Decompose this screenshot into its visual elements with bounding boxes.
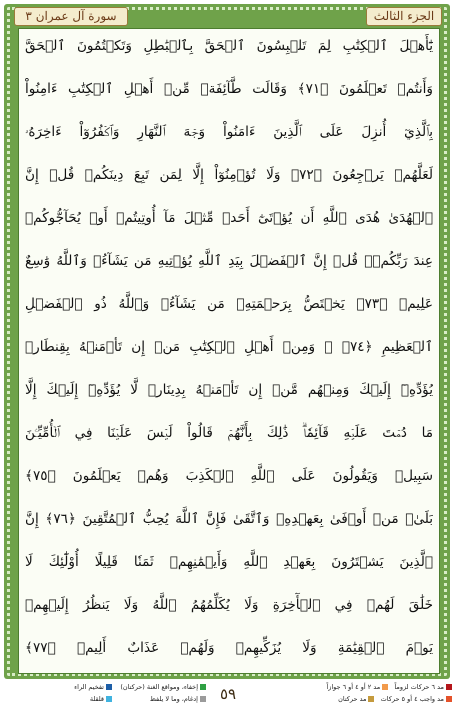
color-swatch [200, 684, 206, 690]
page-header [14, 6, 442, 26]
surah-name-label: سورة آل عمران ٣ [14, 7, 128, 26]
color-swatch [200, 696, 206, 702]
juz-label: الجزء الثالث [366, 7, 442, 26]
legend-row [286, 682, 452, 694]
text-line-15: يَوۡمَ ٱلۡقِيَٰمَةِ وَلَا يُزَكِّيهِمۡ وَلَهُمۡ عَذَابٌ أَلِيمٞ ﴿٧٧﴾ [25, 640, 433, 656]
text-line-4: لَعَلَّهُمۡ يَرۡجِعُونَ ﴿٧٢﴾ وَلَا تُؤۡمِنُوٓاْ إِلَّا لِمَن تَبِعَ دِينَكُمۡ قُلۡ إِنَّ [25, 167, 433, 183]
tajweed-legend-ghunna [120, 682, 206, 706]
text-line-3: بِٱلَّذِيٓ أُنزِلَ عَلَى ٱلَّذِينَ ءَامَنُواْ وَجۡهَ ٱلنَّهَارِ وَٱكۡفُرُوٓاْ ءَاخِرَهُۥ [25, 124, 433, 140]
legend-row [4, 682, 112, 694]
text-line-6: عِندَ رَبِّكُمۡۗ قُلۡ إِنَّ ٱلۡفَضۡلَ بِيَدِ ٱللَّهِ يُؤۡتِيهِ مَن يَشَآءُۗ وَٱللَّهُ وَٰسِعٌ [25, 253, 433, 269]
text-line-13: ٱلَّذِينَ يَشۡتَرُونَ بِعَهۡدِ ٱللَّهِ وَأَيۡمَٰنِهِمۡ ثَمَنٗا قَلِيلًا أُوْلَٰٓئِكَ لَا [25, 554, 433, 570]
text-line-14: خَلَٰقَ لَهُمۡ فِي ٱلۡأٓخِرَةِ وَلَا يُكَلِّمُهُمُ ٱللَّهُ وَلَا يَنظُرُ إِلَيۡهِمۡ [25, 597, 433, 613]
legend-row [120, 682, 206, 694]
legend-label: مد ٦ حركات لزوماً [394, 683, 444, 691]
text-line-7: عَلِيمٞ ﴿٧٣﴾ يَخۡتَصُّ بِرَحۡمَتِهِۦ مَن يَشَآءُۗ وَٱللَّهُ ذُو ٱلۡفَضۡلِ [25, 296, 433, 312]
legend-label: قلقلة [89, 695, 104, 703]
page-number: ٥٩ [219, 685, 237, 703]
legend-label: إدغام، وما لا يلفظ [149, 695, 198, 703]
text-line-11: سَبِيلٞ وَيَقُولُونَ عَلَى ٱللَّهِ ٱلۡكَذِبَ وَهُمۡ يَعۡلَمُونَ ﴿٧٥﴾ [25, 468, 433, 484]
legend-row [120, 694, 206, 706]
tajweed-legend-articulation [4, 682, 112, 706]
text-line-5: ٱلۡهُدَىٰ هُدَى ٱللَّهِ أَن يُؤۡتَىٰٓ أَحَدٞ مِّثۡلَ مَآ أُوتِيتُمۡ أَوۡ يُحَآجُّوكُمۡ [25, 210, 433, 226]
color-swatch [446, 696, 452, 702]
tajweed-legend-madd [286, 682, 452, 706]
color-swatch [106, 684, 112, 690]
text-line-9: يُؤَدِّهِۦٓ إِلَيۡكَ وَمِنۡهُم مَّنۡ إِن تَأۡمَنۡهُ بِدِينَارٖ لَّا يُؤَدِّهِۦٓ إِلَيۡكَ إِلَّا [25, 382, 433, 398]
legend-row [286, 694, 452, 706]
text-line-8: ٱلۡعَظِيمِ ﴿٧٤﴾ ۞ وَمِنۡ أَهۡلِ ٱلۡكِتَٰبِ مَنۡ إِن تَأۡمَنۡهُ بِقِنطَارٖ [25, 339, 433, 355]
quran-text-area [18, 28, 440, 674]
legend-label: مد واجب ٤ أو ٥ حركات [380, 695, 444, 703]
color-swatch [446, 684, 452, 690]
legend-label: إخفاء، ومواقع الغنة (حركتان) [120, 683, 198, 691]
legend-row [4, 694, 112, 706]
legend-label: مد حركتان [338, 695, 367, 703]
legend-label: تفخيم الراء [74, 683, 104, 691]
text-line-10: مَا دُمۡتَ عَلَيۡهِ قَآئِمٗاۗ ذَٰلِكَ بِأَنَّهُمۡ قَالُواْ لَيۡسَ عَلَيۡنَا فِي ٱلۡأُمِّيِّـۧنَ [25, 425, 433, 441]
text-line-12: بَلَىٰۚ مَنۡ أَوۡفَىٰ بِعَهۡدِهِۦ وَٱتَّقَىٰ فَإِنَّ ٱللَّهَ يُحِبُّ ٱلۡمُتَّقِينَ ﴿٧٦﴾ إِنَّ [25, 511, 433, 527]
page-footer [0, 681, 456, 707]
text-line-2: وَأَنتُمۡ تَعۡلَمُونَ ﴿٧١﴾ وَقَالَت طَّآئِفَةٞ مِّنۡ أَهۡلِ ٱلۡكِتَٰبِ ءَامِنُواْ [25, 81, 433, 97]
color-swatch [106, 696, 112, 702]
text-line-1: يَٰٓأَهۡلَ ٱلۡكِتَٰبِ لِمَ تَلۡبِسُونَ ٱلۡحَقَّ بِٱلۡبَٰطِلِ وَتَكۡتُمُونَ ٱلۡحَقَّ [25, 38, 433, 54]
color-swatch [368, 696, 374, 702]
legend-label: مد ٢ أو ٤ أو ٦ جوازاً [326, 683, 381, 691]
color-swatch [382, 684, 388, 690]
